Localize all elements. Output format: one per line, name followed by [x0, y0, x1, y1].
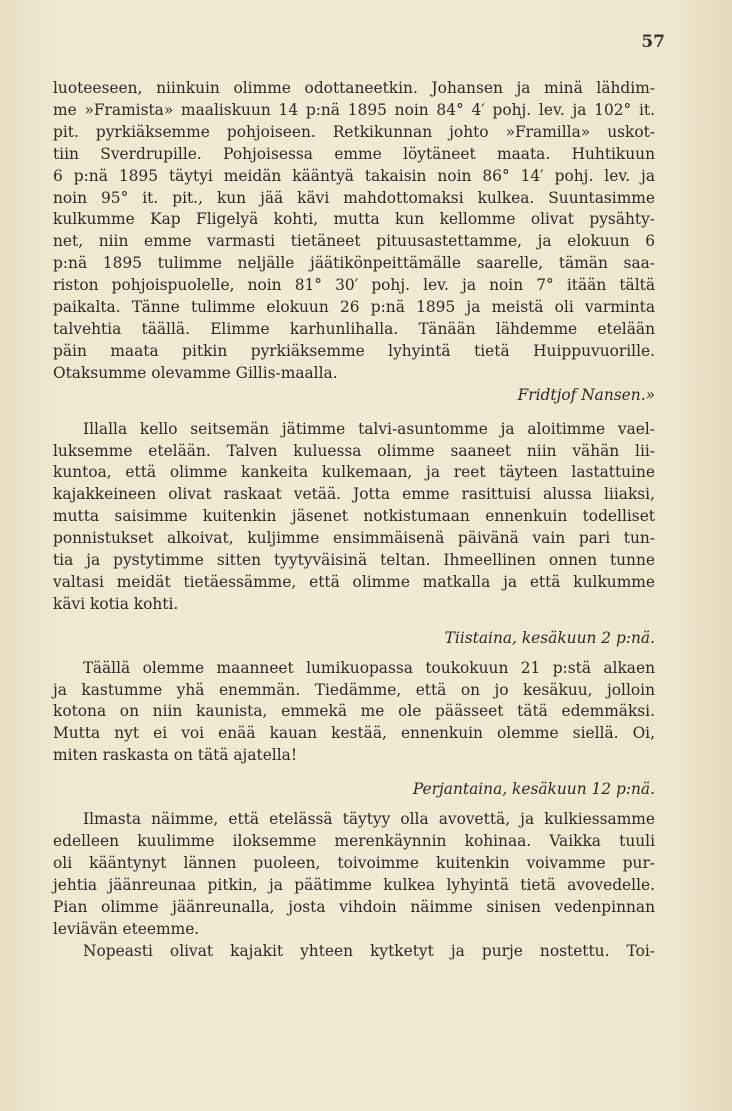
text-line: kävi kotia kohti. — [53, 594, 179, 613]
text-line: kuntoa, että olimme kankeita kulkemaan, ja reet täyteen lastattuine — [53, 463, 655, 482]
text-line: tiin Sverdrupille. Pohjoisessa emme löytäneet maata. Huhtikuun — [53, 144, 655, 163]
text-line: Nopeasti olivat kajakit yhteen kytketyt ja purje nostettu. Toi- — [83, 941, 655, 960]
text-line: Ilmasta näimme, että etelässä täytyy olla avovettä, ja kulkiessamme — [83, 810, 655, 829]
diary-date: Tiistaina, kesäkuun 2 p:nä. — [444, 628, 655, 647]
text-line: tia ja pystytimme sitten tyytyväisinä teltan. Ihmeellinen onnen tunne — [53, 551, 655, 570]
text-line: talvehtia täällä. Elimme karhunlihalla. Tänään lähdemme etelään — [53, 319, 655, 338]
text-line: me »Framista» maaliskuun 14 p:nä 1895 noin 84° 4′ pohj. lev. ja 102° it. — [53, 100, 655, 119]
text-line: päin maata pitkin pyrkiäksemme lyhyintä tietä Huippuvuorille. — [53, 341, 655, 360]
text-line: riston pohjoispuolelle, noin 81° 30′ pohj. lev. ja noin 7° itään tältä — [53, 276, 655, 295]
text-line: miten raskasta on tätä ajatella! — [53, 746, 298, 765]
text-line: mutta saisimme kuitenkin jäsenet notkistumaan ennenkuin todelliset — [53, 507, 655, 526]
text-line: jehtia jäänreunaa pitkin, ja päätimme kulkea lyhyintä tietä avovedelle. — [53, 875, 655, 894]
signature: Fridtjof Nansen.» — [517, 385, 655, 404]
text-line: noin 95° it. pit., kun jää kävi mahdottomaksi kulkea. Suuntasimme — [53, 188, 655, 207]
text-line: Pian olimme jäänreunalla, josta vihdoin näimme sinisen vedenpinnan — [53, 897, 655, 916]
diary-date: Perjantaina, kesäkuun 12 p:nä. — [412, 780, 655, 799]
text-line: 6 p:nä 1895 täytyi meidän kääntyä takaisin noin 86° 14′ pohj. lev. ja — [53, 166, 655, 185]
text-line: edelleen kuulimme iloksemme merenkäynnin kohinaa. Vaikka tuuli — [53, 832, 655, 850]
text-line: valtasi meidät tietäessämme, että olimme matkalla ja että kulkumme — [53, 572, 655, 591]
paragraph-4 — [53, 809, 655, 940]
text-line: luoteeseen, niinkuin olimme odottaneetkin. Johansen ja minä lähdim- — [53, 79, 655, 97]
text-line: ja kastumme yhä enemmän. Tiedämme, että on jo kesäkuu, jolloin — [53, 680, 655, 699]
paragraph-2 — [53, 419, 655, 616]
text-line: Illalla kello seitsemän jätimme talvi-asuntomme ja aloitimme vael- — [83, 419, 655, 438]
text-line: kajakkeineen olivat raskaat vetää. Jotta emme rasittuisi alussa liiaksi, — [53, 485, 655, 504]
text-line: p:nä 1895 tulimme neljälle jäätikönpeittämälle saarelle, tämän saa- — [53, 254, 655, 273]
text-line: Mutta nyt ei voi enää kauan kestää, ennenkuin olemme siellä. Oi, — [53, 724, 655, 743]
text-line: pit. pyrkiäksemme pohjoiseen. Retkikunnan johto »Framilla» uskot- — [53, 122, 655, 141]
text-line: leviävän eteemme. — [53, 919, 200, 938]
text-line: oli kääntynyt lännen puoleen, toivoimme kuitenkin voivamme pur- — [53, 853, 655, 872]
text-line: Otaksumme olevamme Gillis-maalla. — [53, 363, 338, 382]
text-line: kulkumme Kap Fligelyä kohti, mutta kun kellomme olivat pysähty- — [53, 210, 655, 229]
paragraph-1 — [53, 78, 655, 385]
text-line: paikalta. Tänne tulimme elokuun 26 p:nä 1895 ja meistä oli varminta — [53, 298, 655, 317]
text-line: net, niin emme varmasti tietäneet pituusastettamme, ja elokuun 6 — [53, 232, 655, 251]
text-line: kotona on niin kaunista, emmekä me ole päässeet tätä edemmäksi. — [53, 702, 655, 721]
text-line: ponnistukset alkoivat, kuljimme ensimmäisenä päivänä vain pari tun- — [53, 529, 655, 548]
page-text — [53, 78, 655, 962]
text-line: luksemme etelään. Talven kuluessa olimme saaneet niin vähän lii- — [53, 441, 655, 460]
paragraph-5 — [53, 941, 655, 963]
page-number: 57 — [641, 32, 665, 52]
paragraph-3 — [53, 658, 655, 768]
text-line: Täällä olemme maanneet lumikuopassa toukokuun 21 p:stä alkaen — [83, 658, 655, 677]
